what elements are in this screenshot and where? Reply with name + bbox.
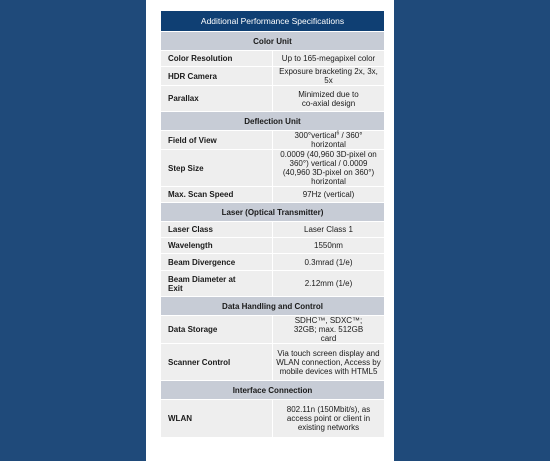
row-value: Laser Class 1 xyxy=(273,222,385,238)
row-label: Wavelength xyxy=(161,238,273,254)
row-label: Color Resolution xyxy=(161,51,273,67)
row-label: WLAN xyxy=(161,400,273,437)
row-value: 2.12mm (1/e) xyxy=(273,271,385,297)
row-label: Laser Class xyxy=(161,222,273,238)
section-heading-color-unit: Color Unit xyxy=(161,32,384,51)
section-heading-row xyxy=(161,32,384,51)
table-title-row xyxy=(161,11,384,32)
table-row xyxy=(161,187,384,203)
section-heading-laser: Laser (Optical Transmitter) xyxy=(161,203,384,222)
row-value: Minimized due to co-axial design xyxy=(273,86,385,112)
table-row xyxy=(161,150,384,187)
footnote-marker: 6 xyxy=(336,130,340,137)
table-row xyxy=(161,316,384,344)
section-heading-interface: Interface Connection xyxy=(161,381,384,400)
table-row xyxy=(161,271,384,297)
table-row xyxy=(161,254,384,271)
table-row xyxy=(161,67,384,86)
row-label: Data Storage xyxy=(161,316,273,344)
row-label: Parallax xyxy=(161,86,273,112)
value-text: / 360° horizontal xyxy=(311,131,363,149)
row-label: Step Size xyxy=(161,150,273,187)
row-label: Field of View xyxy=(161,131,273,150)
table-row xyxy=(161,344,384,381)
row-label: Scanner Control xyxy=(161,344,273,381)
row-label: Beam Divergence xyxy=(161,254,273,271)
table-row xyxy=(161,51,384,67)
section-heading-deflection-unit: Deflection Unit xyxy=(161,112,384,131)
section-heading-data-handling: Data Handling and Control xyxy=(161,297,384,316)
table-row xyxy=(161,86,384,112)
row-label: Beam Diameter at Exit xyxy=(161,271,273,297)
section-heading-row xyxy=(161,112,384,131)
table-row xyxy=(161,131,384,150)
row-value: 97Hz (vertical) xyxy=(273,187,385,203)
row-value: 1550nm xyxy=(273,238,385,254)
section-heading-row xyxy=(161,297,384,316)
row-value: Exposure bracketing 2x, 3x, 5x xyxy=(273,67,385,86)
value-text: 300°vertical xyxy=(294,131,337,140)
table-row xyxy=(161,222,384,238)
section-heading-row xyxy=(161,381,384,400)
table-row xyxy=(161,238,384,254)
row-value: Up to 165-megapixel color xyxy=(273,51,385,67)
row-value: 802.11n (150Mbit/s), as access point or client in existing networks xyxy=(273,400,385,437)
table-title: Additional Performance Specifications xyxy=(161,11,384,32)
row-label: Max. Scan Speed xyxy=(161,187,273,203)
row-value xyxy=(273,131,385,150)
row-label: HDR Camera xyxy=(161,67,273,86)
row-value: Via touch screen display and WLAN connection, Access by mobile devices with HTML5 xyxy=(273,344,385,381)
row-value: 0.3mrad (1/e) xyxy=(273,254,385,271)
specifications-table xyxy=(161,11,384,437)
row-value: SDHC™, SDXC™; 32GB; max. 512GB card xyxy=(273,316,385,344)
section-heading-row xyxy=(161,203,384,222)
row-value: 0.0009 (40,960 3D-pixel on 360°) vertical / 0.0009 (40,960 3D-pixel on 360°) horizontal xyxy=(273,150,385,187)
table-row xyxy=(161,400,384,437)
